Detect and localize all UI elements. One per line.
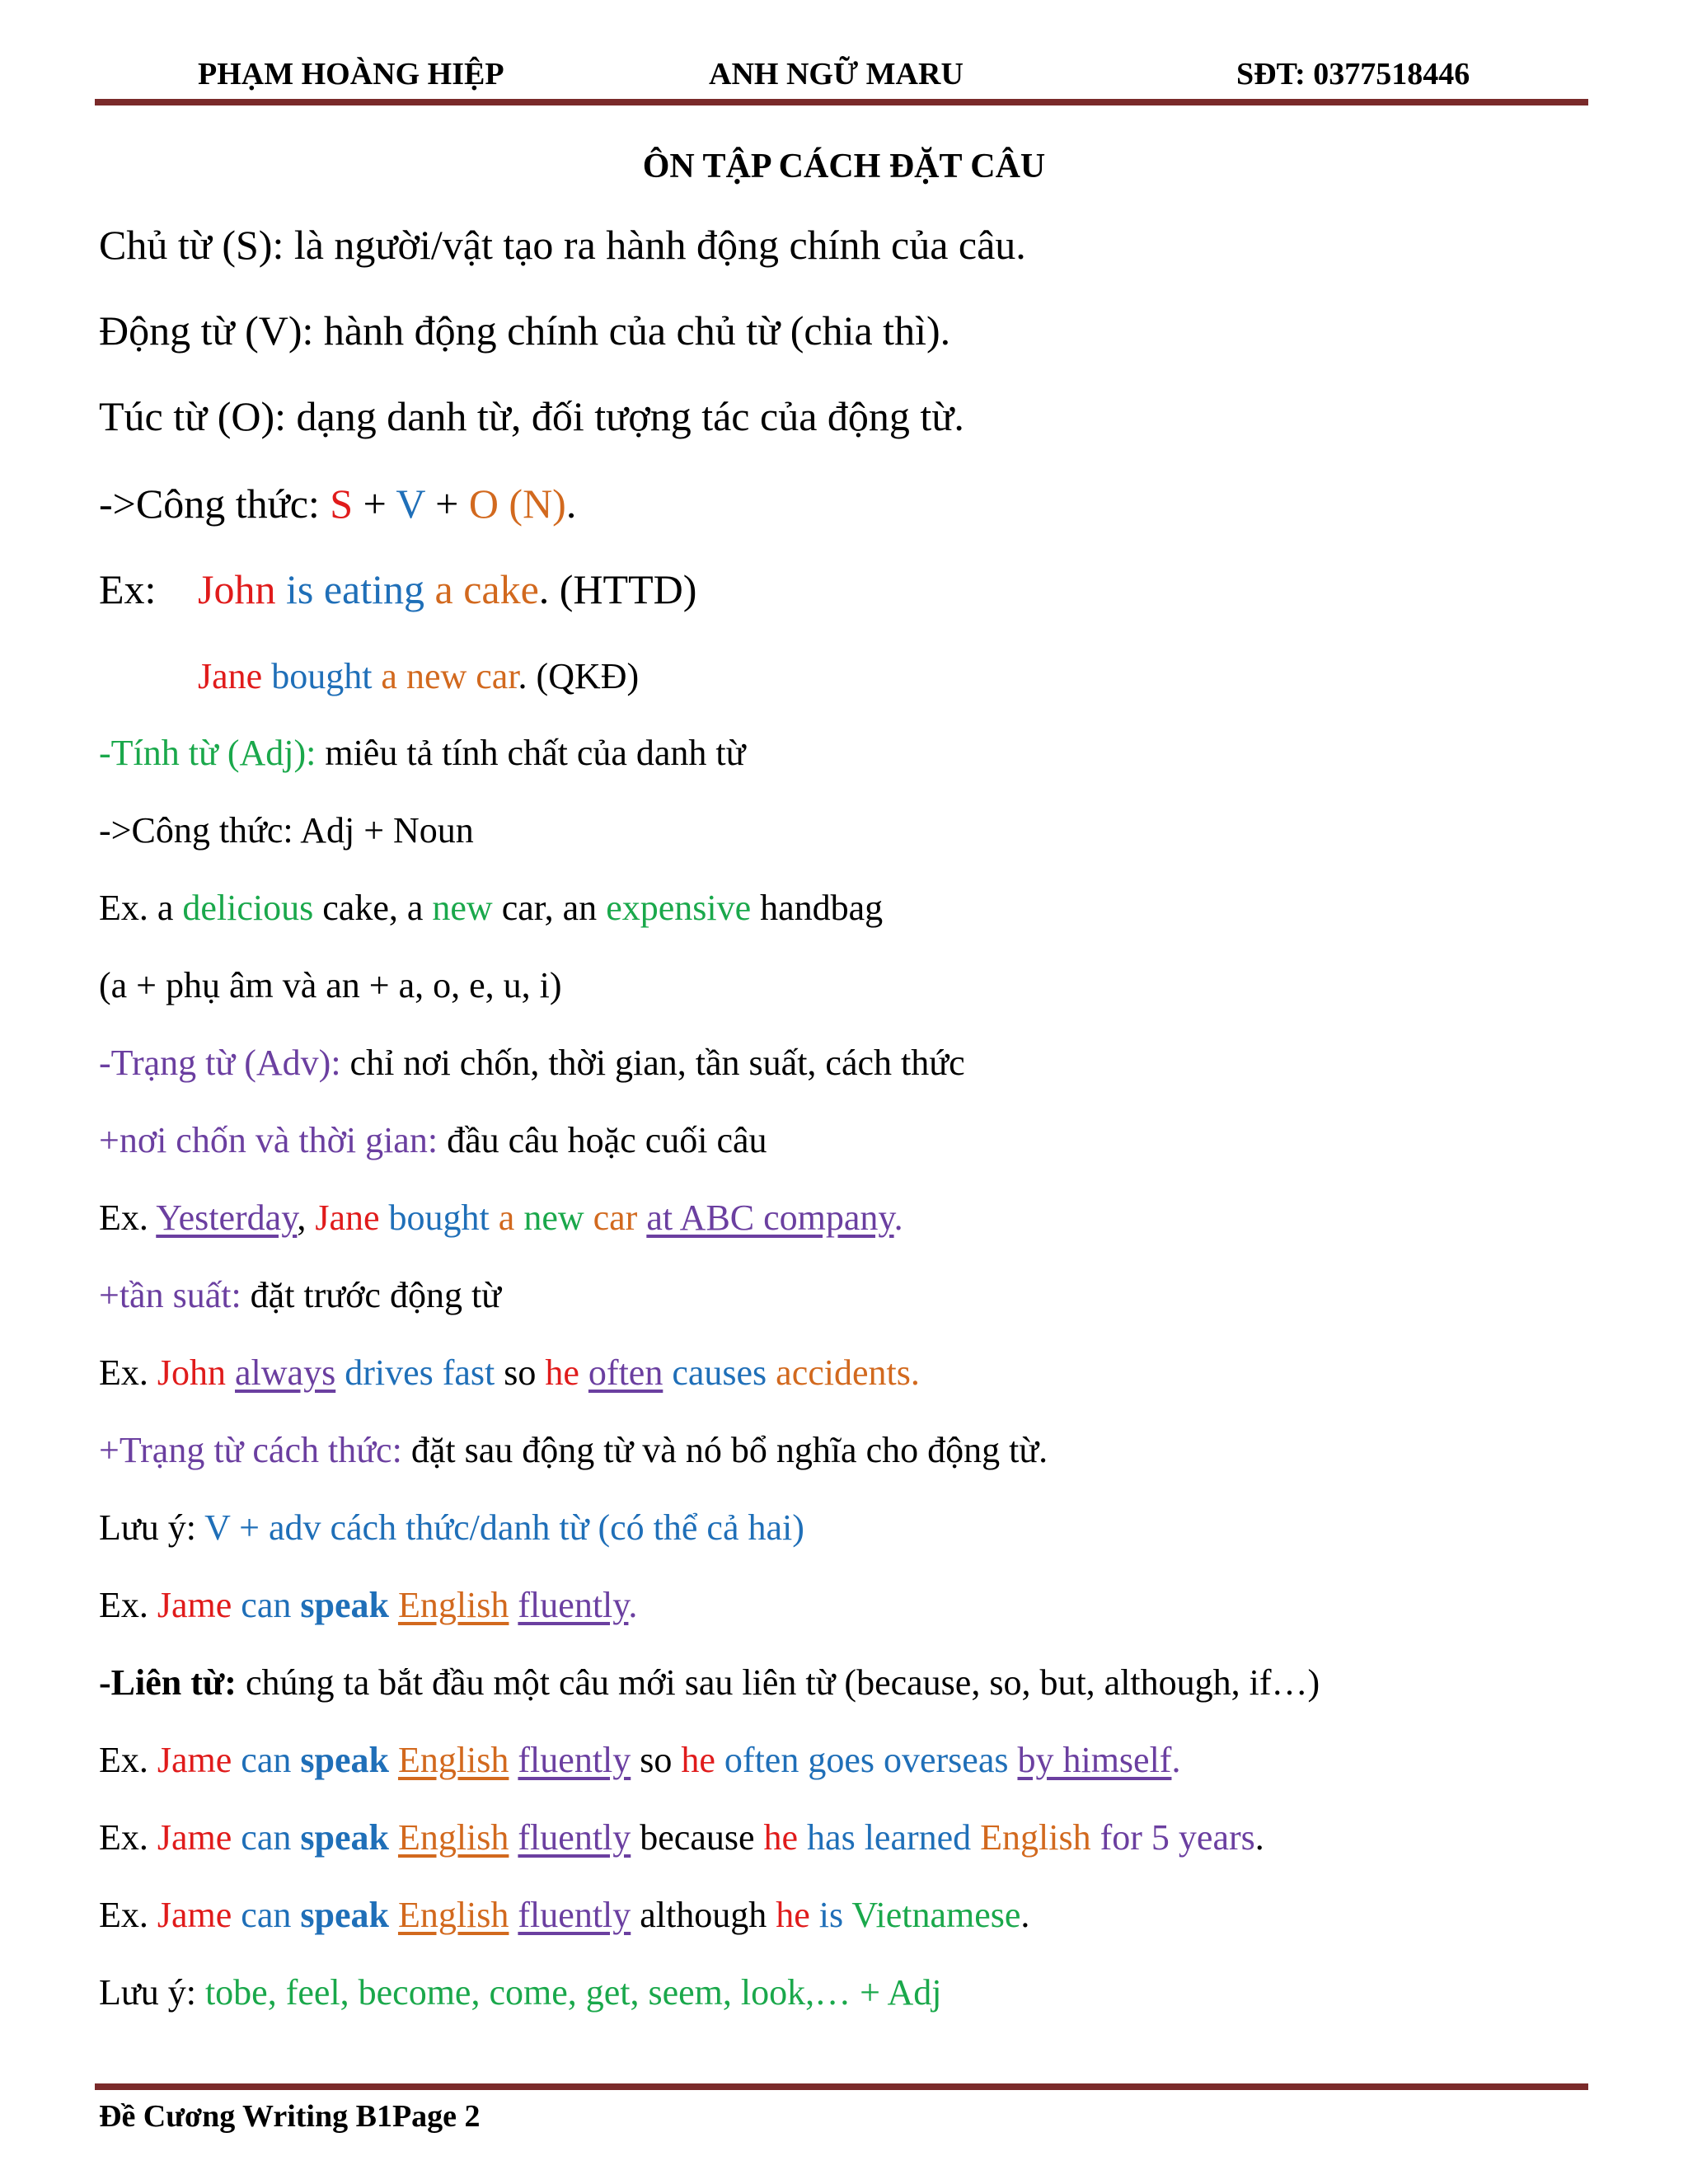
- ex-modal: can: [232, 1817, 301, 1858]
- ex-verb: is eating: [275, 566, 424, 612]
- ex-end: .: [893, 1197, 903, 1238]
- verb-definition: Động từ (V): hành động chính của chủ từ (chia thì).: [99, 307, 951, 354]
- ex-verb: speak: [300, 1585, 389, 1625]
- ex-text: [389, 1895, 398, 1935]
- example-john: [99, 565, 696, 613]
- ex-subject: he: [545, 1352, 579, 1393]
- header-center: ANH NGỮ MARU: [709, 57, 964, 91]
- ex-adj: new: [514, 1197, 584, 1238]
- example-conj-because: [99, 1816, 1264, 1858]
- example-conj-so: [99, 1739, 1180, 1781]
- ex-verb: has learned: [798, 1817, 972, 1858]
- ex-text: so: [495, 1352, 546, 1393]
- note-text: tobe, feel, become, come, get, seem, look,… + Adj: [204, 1972, 942, 2013]
- ex-adverb: Yesterday: [156, 1197, 298, 1238]
- ex-subject: he: [763, 1817, 799, 1858]
- ex-object: English: [397, 1817, 509, 1858]
- ex-text: [226, 1352, 235, 1393]
- note-linking-verbs: [99, 1971, 942, 2013]
- ex-text: [637, 1197, 646, 1238]
- example-john-always: [99, 1352, 920, 1394]
- ex-adverb: by himself: [1017, 1740, 1172, 1780]
- rule-text: đặt trước động từ: [241, 1275, 502, 1315]
- ex-conjunction: because: [631, 1817, 764, 1858]
- ex-end: .: [628, 1585, 638, 1625]
- ex-modal: can: [232, 1585, 301, 1625]
- ex-noun: car: [584, 1197, 638, 1238]
- formula-plus: +: [424, 480, 469, 527]
- ex-object: a cake: [424, 566, 539, 612]
- formula-v: V: [396, 480, 425, 527]
- formula-s: S: [330, 480, 354, 527]
- ex-text: cake, a: [313, 888, 433, 928]
- ex-subject: Jane: [198, 656, 263, 696]
- ex-end: .: [910, 1352, 920, 1393]
- ex-text: [509, 1740, 518, 1780]
- ex-text: [509, 1585, 518, 1625]
- object-definition: Túc từ (O): dạng danh từ, đối tượng tác của động từ.: [99, 393, 964, 439]
- ex-subject: he: [681, 1740, 715, 1780]
- example-yesterday: [99, 1197, 903, 1239]
- ex-conjunction: although: [631, 1895, 776, 1935]
- page-header: [95, 56, 1587, 99]
- ex-adj: delicious: [182, 888, 314, 928]
- ex-adverb: for 5 years: [1090, 1817, 1255, 1858]
- ex-adverb: often: [715, 1740, 799, 1780]
- rule-text: đầu câu hoặc cuối câu: [438, 1120, 767, 1160]
- subject-definition: Chủ từ (S): là người/vật tạo ra hành động chính của câu.: [99, 222, 1026, 268]
- ex-adj: Vietnamese: [843, 1895, 1021, 1935]
- adv-text: chỉ nơi chốn, thời gian, tần suất, cách thức: [340, 1043, 965, 1083]
- ex-subject: Jame: [157, 1585, 232, 1625]
- ex-verb: goes overseas: [799, 1740, 1009, 1780]
- formula-svo: [99, 480, 576, 527]
- footer-divider: [95, 2083, 1588, 2090]
- ex-adverb: fluently: [518, 1817, 631, 1858]
- article-rule: (a + phụ âm và an + a, o, e, u, i): [99, 965, 562, 1005]
- ex-subject: he: [776, 1895, 810, 1935]
- conjunction-rule: [99, 1661, 1320, 1704]
- ex-text: Ex.: [99, 1352, 157, 1393]
- ex-object: English: [397, 1740, 509, 1780]
- note-text: V + adv cách thức/danh từ (có thể cả hai): [204, 1507, 804, 1548]
- ex-text: Ex.: [99, 1740, 157, 1780]
- ex-adverb: fluently: [518, 1740, 631, 1780]
- ex-adverb: fluently: [518, 1585, 629, 1625]
- formula-prefix: ->Công thức:: [99, 480, 331, 527]
- header-divider: [95, 99, 1588, 105]
- adjective-definition: [99, 732, 745, 774]
- ex-text: handbag: [751, 888, 884, 928]
- adv-label: -Trạng từ (Adv):: [99, 1043, 341, 1083]
- rule-label: +tần suất:: [99, 1275, 241, 1315]
- ex-modal: can: [232, 1895, 301, 1935]
- ex-adj: new: [432, 888, 493, 928]
- ex-text: Ex.: [99, 1197, 157, 1238]
- ex-text: [579, 1352, 588, 1393]
- ex-adverb: fluently: [518, 1895, 631, 1935]
- ex-subject: Jane: [315, 1197, 380, 1238]
- ex-subject: John: [157, 1352, 227, 1393]
- note-label: Lưu ý:: [99, 1972, 205, 2013]
- ex-text: [389, 1585, 398, 1625]
- page-footer: Đề Cương Writing B1Page 2: [99, 2099, 481, 2134]
- ex-text: Ex.: [99, 1895, 157, 1935]
- ex-verb: is: [809, 1895, 844, 1935]
- rule-label: +nơi chốn và thời gian:: [99, 1120, 438, 1160]
- ex-adverb: at ABC company: [646, 1197, 894, 1238]
- ex-end: .: [1254, 1817, 1264, 1858]
- ex-adj: expensive: [606, 888, 752, 928]
- ex-adverb: always: [235, 1352, 336, 1393]
- ex-object: English: [397, 1895, 509, 1935]
- ex-text: [509, 1817, 518, 1858]
- rule-text: chúng ta bắt đầu một câu mới sau liên từ (because, so, but, although, if…): [236, 1662, 1320, 1703]
- ex-text: ,: [297, 1197, 316, 1238]
- ex-conjunction: so: [631, 1740, 682, 1780]
- ex-verb: speak: [300, 1740, 389, 1780]
- ex-rest: . (QKĐ): [518, 656, 640, 696]
- ex-subject: Jame: [157, 1817, 232, 1858]
- manner-rule: [99, 1429, 1048, 1471]
- note-verb-adverb: [99, 1507, 804, 1549]
- ex-verb: speak: [300, 1895, 389, 1935]
- ex-rest: . (HTTD): [538, 566, 697, 612]
- rule-text: đặt sau động từ và nó bổ nghĩa cho động từ.: [401, 1430, 1048, 1470]
- ex-object: accidents: [767, 1352, 911, 1393]
- example-jame-fluently: [99, 1584, 637, 1626]
- ex-text: Ex. a: [99, 888, 183, 928]
- ex-object: English: [971, 1817, 1091, 1858]
- formula-plus: +: [353, 480, 396, 527]
- formula-end: .: [565, 480, 577, 527]
- example-adjectives: [99, 887, 883, 929]
- ex-verb: drives fast: [335, 1352, 495, 1393]
- ex-subject: John: [198, 566, 276, 612]
- page-title: ÔN TẬP CÁCH ĐẶT CÂU: [642, 148, 1046, 185]
- formula-adj-noun: ->Công thức: Adj + Noun: [99, 810, 474, 851]
- ex-text: [509, 1895, 518, 1935]
- ex-subject: Jame: [157, 1740, 232, 1780]
- ex-modal: can: [232, 1740, 301, 1780]
- ex-verb: bought: [262, 656, 373, 696]
- ex-verb: bought: [379, 1197, 490, 1238]
- ex-end: .: [1020, 1895, 1030, 1935]
- ex-article: a: [489, 1197, 515, 1238]
- rule-label: -Liên từ:: [99, 1662, 237, 1703]
- ex-text: Ex.: [99, 1585, 157, 1625]
- header-phone: SĐT: 0377518446: [1236, 57, 1470, 91]
- ex-text: [1008, 1740, 1017, 1780]
- ex-text: [389, 1817, 398, 1858]
- adverb-definition: [99, 1042, 965, 1084]
- header-author: PHẠM HOÀNG HIỆP: [198, 57, 504, 91]
- formula-o: O (N): [468, 480, 566, 527]
- ex-text: Ex.: [99, 1817, 157, 1858]
- ex-object: a new car: [372, 656, 518, 696]
- ex-text: [389, 1740, 398, 1780]
- ex-subject: Jame: [157, 1895, 232, 1935]
- example-label: Ex:: [99, 566, 157, 612]
- frequency-rule: [99, 1274, 501, 1316]
- ex-adverb: often: [588, 1352, 663, 1393]
- ex-object: English: [397, 1585, 509, 1625]
- ex-verb: speak: [300, 1817, 389, 1858]
- ex-text: car, an: [492, 888, 607, 928]
- example-jane: [198, 655, 639, 697]
- note-label: Lưu ý:: [99, 1507, 205, 1548]
- ex-verb: causes: [663, 1352, 767, 1393]
- adj-text: miêu tả tính chất của danh từ: [316, 733, 746, 773]
- adj-label: -Tính từ (Adj):: [99, 733, 316, 773]
- place-time-rule: [99, 1119, 767, 1161]
- example-conj-although: [99, 1894, 1029, 1936]
- ex-end: .: [1171, 1740, 1181, 1780]
- rule-label: +Trạng từ cách thức:: [99, 1430, 402, 1470]
